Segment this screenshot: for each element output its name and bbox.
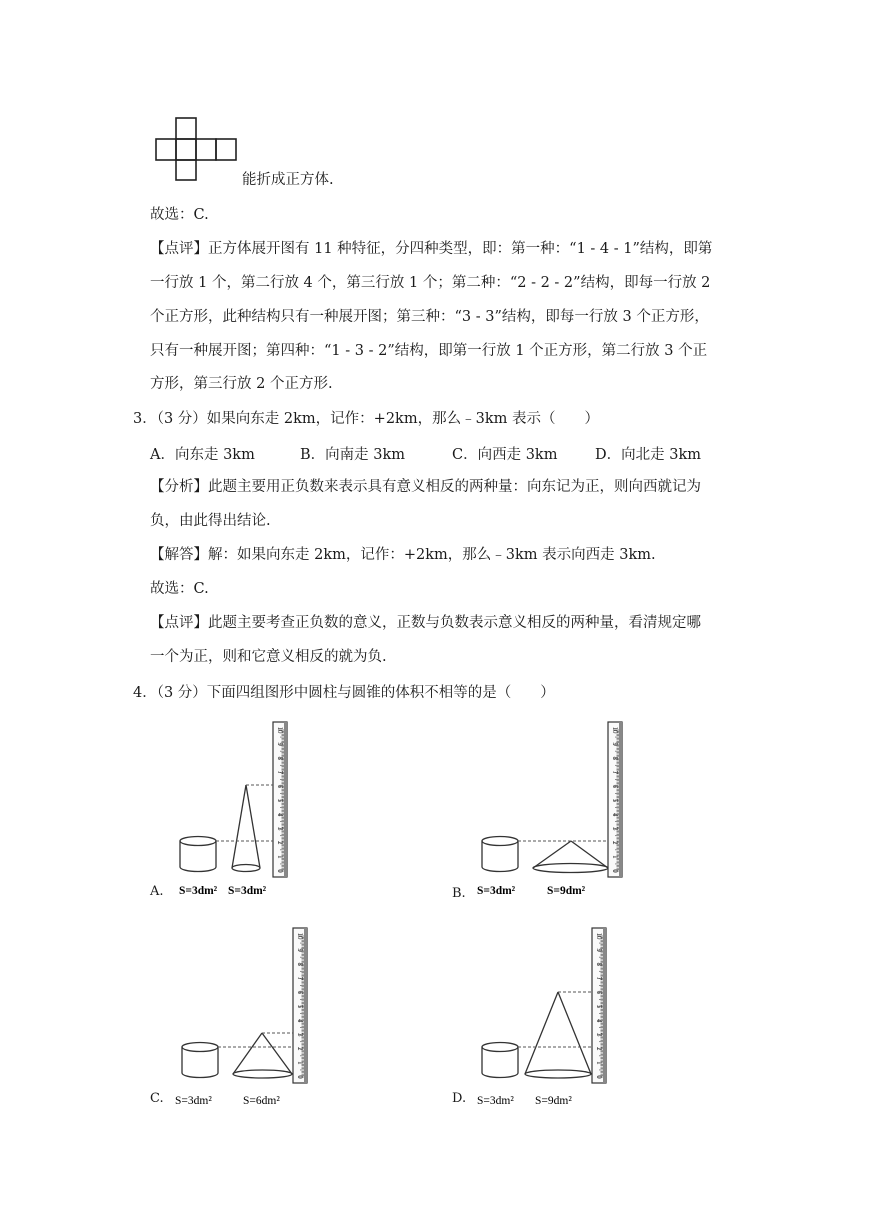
ruler-tick-label: 8: [276, 756, 284, 760]
q3-answer: 故选：C.: [150, 581, 209, 597]
ruler-tick-label: 1: [296, 1061, 304, 1065]
cube-net-figure: [155, 117, 239, 181]
ruler-tick-label: 7: [276, 770, 284, 775]
ruler-tick-label: 1: [595, 1061, 603, 1065]
cone-area-label: S=9dm²: [535, 1095, 572, 1107]
ruler-tick-label: 2: [296, 1047, 304, 1051]
ruler-tick-label: 6: [276, 784, 284, 789]
ruler-tick-label: 0: [276, 869, 284, 873]
q2-review-line: 一行放 1 个，第二行放 4 个，第三行放 1 个；第二种：“2 - 2 - 2”结构，即每一行放 2: [150, 275, 711, 291]
ruler-tick-label: 10: [595, 932, 603, 940]
ruler-tick-label: 5: [276, 798, 284, 803]
ruler-tick-label: 8: [611, 756, 619, 760]
figure-d-label: D.: [452, 1091, 467, 1106]
ruler-tick-label: 0: [611, 869, 619, 873]
ruler-tick-label: 2: [276, 841, 284, 845]
ruler-tick-label: 2: [595, 1047, 603, 1051]
figure-a-cylinder-cone: [165, 718, 320, 898]
ruler-tick-label: 7: [296, 976, 304, 981]
figure-b-label: B.: [452, 886, 466, 901]
ruler-tick-label: 0: [595, 1075, 603, 1079]
ruler-tick-label: 8: [595, 962, 603, 966]
q3-option-a: A．向东走 3km: [150, 447, 255, 463]
ruler-tick-label: 2: [611, 841, 619, 845]
cone-area-label: S=3dm²: [228, 885, 267, 897]
q3-review-line: 一个为正，则和它意义相反的就为负.: [150, 649, 387, 665]
q2-review-line: 【点评】正方体展开图有 11 种特征，分四种类型，即：第一种：“1 - 4 - 1”结构，即第: [150, 241, 713, 257]
figure-a-label: A.: [150, 884, 164, 899]
q2-review-line: 个正方形，此种结构只有一种展开图；第三种：“3 - 3”结构，即每一行放 3 个正方形，: [150, 309, 709, 325]
ruler: [592, 928, 606, 1083]
figure-d-cylinder-cone: [465, 924, 625, 1109]
ruler-tick-label: 10: [276, 726, 284, 734]
q2-answer: 故选：C.: [150, 207, 209, 223]
ruler-tick-label: 9: [276, 742, 284, 746]
ruler-tick-label: 7: [611, 770, 619, 775]
ruler-tick-label: 9: [595, 948, 603, 952]
ruler-tick-label: 6: [611, 784, 619, 789]
q3-option-d: D．向北走 3km: [595, 447, 701, 463]
ruler-tick-label: 5: [595, 1004, 603, 1009]
ruler-tick-label: 5: [296, 1004, 304, 1009]
ruler-tick-label: 3: [611, 826, 619, 831]
q3-analysis-line: 【分析】此题主要用正负数来表示具有意义相反的两种量：向东记为正，则向西就记为: [150, 479, 701, 495]
ruler: [608, 722, 622, 877]
ruler: [293, 928, 307, 1083]
ruler-tick-label: 1: [611, 855, 619, 859]
ruler-tick-label: 0: [296, 1075, 304, 1079]
figure-c-label: C.: [150, 1091, 164, 1106]
ruler-tick-label: 3: [276, 826, 284, 831]
ruler-tick-label: 1: [276, 855, 284, 859]
ruler-tick-label: 10: [611, 726, 619, 734]
q2-review-line: 方形，第三行放 2 个正方形.: [150, 376, 333, 392]
net-caption: 能折成正方体.: [242, 172, 334, 188]
q2-review-line: 只有一种展开图；第四种：“1 - 3 - 2”结构，即第一行放 1 个正方形，第二行放 3 个正: [150, 343, 708, 359]
q3-review-line: 【点评】此题主要考查正负数的意义，正数与负数表示意义相反的两种量，看清规定哪: [150, 615, 701, 631]
ruler-tick-label: 7: [595, 976, 603, 981]
ruler-tick-label: 4: [595, 1018, 603, 1023]
cylinder-area-label: S=3dm²: [175, 1095, 212, 1107]
q3-stem: 3．（3 分）如果向东走 2km，记作：+2km，那么﹣3km 表示（ ）: [133, 411, 599, 427]
ruler: [273, 722, 287, 877]
cone-area-label: S=6dm²: [243, 1095, 280, 1107]
ruler-tick-label: 9: [296, 948, 304, 952]
ruler-tick-label: 4: [276, 812, 284, 817]
q4-stem: 4．（3 分）下面四组图形中圆柱与圆锥的体积不相等的是（ ）: [133, 685, 555, 701]
ruler-tick-label: 6: [296, 990, 304, 995]
q3-solution: 【解答】解：如果向东走 2km，记作：+2km，那么﹣3km 表示向西走 3km.: [150, 547, 656, 563]
figure-b-cylinder-cone: [465, 718, 630, 898]
ruler-tick-label: 9: [611, 742, 619, 746]
ruler-tick-label: 4: [296, 1018, 304, 1023]
ruler-tick-label: 4: [611, 812, 619, 817]
figure-c-cylinder-cone: [165, 924, 320, 1109]
q3-option-b: B．向南走 3km: [300, 447, 406, 463]
q3-analysis-line: 负，由此得出结论.: [150, 513, 271, 529]
ruler-tick-label: 3: [595, 1032, 603, 1037]
cylinder-area-label: S=3dm²: [179, 885, 218, 897]
ruler-tick-label: 10: [296, 932, 304, 940]
cylinder-area-label: S=3dm²: [477, 885, 516, 897]
ruler-tick-label: 5: [611, 798, 619, 803]
cylinder-area-label: S=3dm²: [477, 1095, 514, 1107]
q3-option-c: C．向西走 3km: [452, 447, 558, 463]
ruler-tick-label: 8: [296, 962, 304, 966]
ruler-tick-label: 6: [595, 990, 603, 995]
ruler-tick-label: 3: [296, 1032, 304, 1037]
cone-area-label: S=9dm²: [547, 885, 586, 897]
